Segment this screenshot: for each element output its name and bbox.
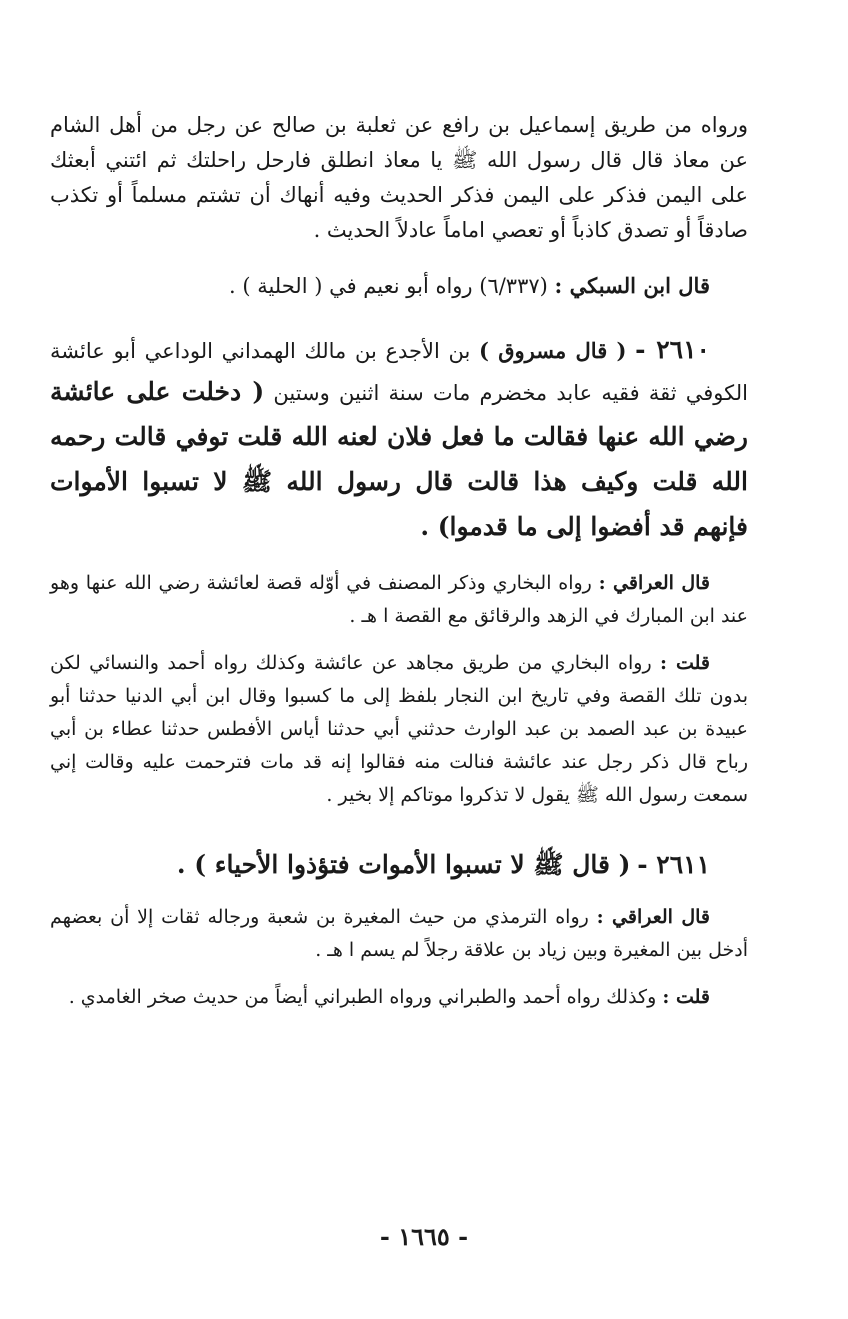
paragraph-iraqi-1	[50, 567, 748, 633]
commentary-label: قال ابن السبكي :	[554, 273, 710, 298]
paragraph-qultu-2	[50, 981, 748, 1014]
hadith-heading: ( قال مسروق )	[478, 338, 627, 363]
hadith-number: ٢٦١١ -	[637, 850, 710, 879]
hadith-text: ( قال ﷺ لا تسبوا الأموات فتؤذوا الأحياء ) .	[176, 850, 631, 879]
paragraph-text: رواه البخاري وذكر المصنف في أوّله قصة لعائشة رضي الله عنها وهو عند ابن المبارك في الزهد والرقائق مع القصة ا هـ .	[50, 572, 748, 627]
page-body	[50, 108, 748, 1014]
paragraph-qultu-1	[50, 647, 748, 812]
paragraph-narration	[50, 108, 748, 248]
paragraph-text: (٦/٣٣٧) رواه أبو نعيم في ( الحلية ) .	[228, 274, 548, 298]
paragraph-iraqi-2	[50, 901, 748, 967]
paragraph-text: رواه البخاري من طريق مجاهد عن عائشة وكذلك رواه أحمد والنسائي لكن بدون تلك القصة وفي تاريخ ابن النجار بلفظ إلى ما كسبوا وقال ابن أبي الدنيا حدثنا أبو عبيدة بن عبد الصمد بن عبد الوارث حدثني أبي حدثنا أياس الأفطس حدثنا عطاء بن أبي رباح قال ذكر رجل عند عائشة فنالت منه فقالوا إنه قد مات فترحمت عليه وقالت إني سمعت رسول الله ﷺ يقول لا تذكروا موتاكم إلا بخير .	[50, 652, 748, 806]
narrator-bio: بن الأجدع بن مالك الهمداني الوداعي أبو عائشة الكوفي ثقة فقيه عابد مخضرم مات سنة اثنين وستين	[50, 339, 748, 405]
paragraph-text: ورواه من طريق إسماعيل بن رافع عن ثعلبة بن صالح عن رجل من أهل الشام عن معاذ قال قال رسول الله ﷺ يا معاذ انطلق فارحل راحلتك ثم ائتني أبعثك على اليمن فذكر على اليمن فذكر الحديث وفيه أنهاك أن تشتم مسلماً أو تكذب صادقاً أو تصدق كاذباً أو تعصي اماماً عادلاً الحديث .	[50, 113, 748, 242]
hadith-number: ٢٦١٠ -	[635, 335, 710, 364]
page-number: - ١٦٦٥ -	[379, 1222, 469, 1251]
hadith-text: ( دخلت على عائشة رضي الله عنها فقالت ما فعل فلان لعنه الله قلت توفي قالت رحمه الله قلت وكيف هذا قالت قال رسول الله ﷺ لا تسبوا الأموات فإنهم قد أفضوا إلى ما قدموا) .	[50, 377, 748, 541]
hadith-2611	[50, 842, 748, 887]
paragraph-text: رواه الترمذي من حيث المغيرة بن شعبة ورجاله ثقات إلا أن بعضهم أدخل بين المغيرة وبين زياد بن علاقة رجلاً لم يسم ا هـ .	[50, 906, 748, 961]
paragraph-ibn-subki	[50, 268, 748, 304]
commentary-label: قال العراقي :	[596, 906, 710, 928]
commentary-label: قال العراقي :	[598, 572, 710, 594]
commentary-label: قلت :	[660, 652, 710, 674]
hadith-2610	[50, 332, 748, 549]
commentary-label: قلت :	[662, 986, 710, 1008]
paragraph-text: وكذلك رواه أحمد والطبراني ورواه الطبراني أيضاً من حديث صخر الغامدي .	[68, 986, 657, 1008]
